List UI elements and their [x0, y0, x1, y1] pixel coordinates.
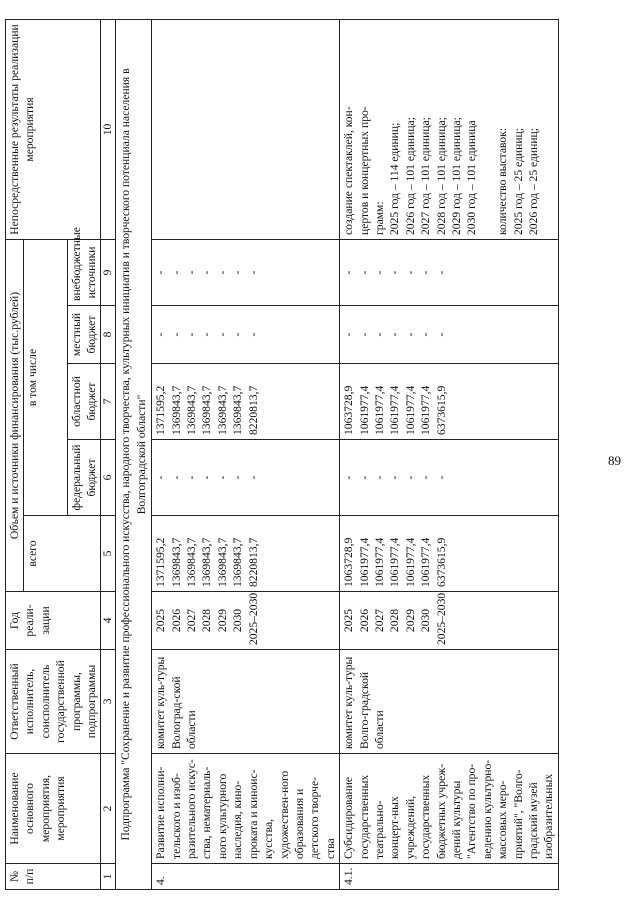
row-number: 4.	[152, 864, 340, 890]
cell-line: -	[342, 475, 356, 480]
results-cell	[152, 19, 340, 239]
cell-line: -	[154, 475, 168, 480]
cell-line: -	[434, 270, 448, 275]
cell-line: 2030	[419, 608, 433, 633]
cell-line: -	[388, 270, 402, 275]
cell-line: 1369843,7	[169, 385, 183, 435]
header-financing: Объем и источники финансирования (тыс.рублей)	[6, 239, 24, 591]
years-cell	[152, 592, 340, 650]
cell-line: -	[388, 475, 402, 480]
header-year: Год реали-зации	[6, 592, 101, 650]
col-number: 2	[101, 754, 116, 864]
header-total: всего	[24, 516, 101, 592]
header-regional: областной бюджет	[67, 364, 101, 440]
col-number: 4	[101, 592, 116, 650]
header-federal: федеральный бюджет	[67, 440, 101, 516]
cell-line: -	[154, 332, 168, 337]
subprogram-row	[116, 19, 152, 889]
cell-line: -	[342, 270, 356, 275]
col-number: 7	[101, 364, 116, 440]
col-number: 10	[101, 19, 116, 239]
cell-line: 2030	[231, 608, 245, 633]
page-number: 89	[608, 453, 621, 468]
cell-line: 8220813,7	[246, 537, 260, 587]
cell-line: 1369843,7	[185, 537, 199, 587]
cell-line: 1061977,4	[419, 385, 433, 435]
federal-cell	[340, 440, 559, 516]
external-cell	[340, 239, 559, 305]
years-cell	[340, 592, 559, 650]
cell-line: -	[434, 332, 448, 337]
cell-line: -	[372, 270, 386, 275]
executor: комитет куль-туры Волоград-ской области	[152, 650, 340, 754]
activity-name: Развитие исполни-тельского и изоб-разительного искус-ства, нематериаль-ного культурного наследия, кино-проката и киноис-кусства, художествен-ного образования и детского творче-ства	[152, 754, 340, 864]
header-num: № п/п	[6, 864, 101, 890]
header-row-1	[6, 19, 24, 889]
cell-line: -	[215, 270, 229, 275]
cell-line: 1061977,4	[403, 385, 417, 435]
cell-line: 2026 год – 101 единица;	[403, 117, 417, 235]
cell-line: 1063728,9	[342, 537, 356, 587]
cell-line: -	[403, 270, 417, 275]
cell-line: -	[246, 270, 260, 275]
col-number: 1	[101, 864, 116, 890]
header-local: местный бюджет	[67, 306, 101, 364]
cell-line: 2026 год – 25 единиц;	[527, 128, 540, 235]
cell-line: 1061977,4	[357, 385, 371, 435]
executor: комитет куль-туры Волго-градской области	[340, 650, 559, 754]
cell-line: -	[231, 475, 245, 480]
cell-line: 6373615,9	[434, 537, 448, 587]
cell-line: -	[169, 270, 183, 275]
cell-line: -	[185, 270, 199, 275]
cell-line: цертов и концертных про-	[357, 106, 371, 235]
header-results: Непосредственные результаты реализации мероприятия	[6, 19, 101, 239]
cell-line: 2025–2030	[246, 592, 260, 645]
cell-line: -	[169, 332, 183, 337]
cell-line: 1369843,7	[215, 385, 229, 435]
cell-line: 1369843,7	[185, 385, 199, 435]
cell-line: -	[231, 270, 245, 275]
cell-line: 1369843,7	[231, 537, 245, 587]
activity-name: Субсидирование государственных театрально-концерт-ных учреждений, государственных бюджетных учреж-дений культуры "Агентство по про-ведению культурно-массовых меро-приятий", "Волго-градский музей изобразительных	[340, 754, 559, 864]
cell-line: 2029	[403, 608, 417, 633]
cell-line: 2025	[154, 608, 168, 633]
cell-line: -	[372, 332, 386, 337]
column-numbers-row	[101, 19, 116, 889]
cell-line: -	[200, 475, 214, 480]
cell-line: 1061977,4	[403, 537, 417, 587]
cell-line: -	[169, 475, 183, 480]
cell-line: -	[185, 475, 199, 480]
cell-line: -	[246, 475, 260, 480]
total-cell	[340, 516, 559, 592]
cell-line: 2029 год – 101 единица;	[449, 117, 463, 235]
cell-line: -	[246, 332, 260, 337]
cell-line: 1061977,4	[372, 385, 386, 435]
cell-line: -	[419, 270, 433, 275]
cell-line: -	[419, 332, 433, 337]
cell-line: -	[357, 475, 371, 480]
cell-line: -	[403, 475, 417, 480]
cell-line: -	[357, 332, 371, 337]
cell-line: 2027 год – 101 единица;	[419, 117, 433, 235]
header-name: Наименование основного мероприятия, мероприятия	[6, 754, 101, 864]
cell-line: 2026	[169, 608, 183, 633]
cell-line: 2026	[357, 608, 371, 633]
cell-line: -	[372, 475, 386, 480]
col-number: 6	[101, 440, 116, 516]
cell-line: 2027	[185, 608, 199, 633]
cell-line: 1063728,9	[342, 385, 356, 435]
cell-line: -	[419, 475, 433, 480]
cell-line: 6373615,9	[434, 385, 448, 435]
cell-line: -	[185, 332, 199, 337]
external-cell	[152, 239, 340, 305]
cell-line: 1061977,4	[372, 537, 386, 587]
header-external: внебюджетные источники	[67, 239, 101, 305]
rotated-page	[5, 20, 635, 890]
cell-line: 2025–2030	[434, 592, 448, 645]
cell-line: 2028 год – 101 единица;	[434, 117, 448, 235]
cell-line: -	[388, 332, 402, 337]
cell-line: 1369843,7	[200, 537, 214, 587]
cell-line: 2028	[388, 608, 402, 633]
cell-line: -	[231, 332, 245, 337]
total-cell	[152, 516, 340, 592]
cell-line: 2025 год – 114 единиц;	[388, 122, 402, 235]
cell-line: 8220813,7	[246, 385, 260, 435]
cell-line: -	[154, 270, 168, 275]
table-row	[152, 19, 340, 889]
cell-line: 1369843,7	[231, 385, 245, 435]
cell-line: -	[403, 332, 417, 337]
cell-line: количество выставок:	[496, 127, 510, 235]
header-including: в том числе	[24, 239, 67, 515]
cell-line: -	[215, 475, 229, 480]
cell-line: 2025	[342, 608, 356, 633]
federal-cell	[152, 440, 340, 516]
cell-line: 1369843,7	[169, 537, 183, 587]
cell-line: 1061977,4	[419, 537, 433, 587]
program-table	[5, 19, 559, 890]
cell-line: 1061977,4	[388, 385, 402, 435]
col-number: 9	[101, 239, 116, 305]
subprogram-title: Подпрограмма "Сохранение и развитие профессионального искусства, народного творчества, культурных инициатив и творческого потенциала населения в Волгоградской области"	[116, 19, 152, 889]
local-cell	[152, 306, 340, 364]
cell-line: 2028	[200, 608, 214, 633]
regional-cell	[340, 364, 559, 440]
cell-line: 2027	[372, 608, 386, 633]
cell-line: 2030 год – 101 единица	[465, 120, 479, 235]
cell-line: грамм:	[372, 201, 386, 235]
cell-line: 2025 год – 25 единиц;	[511, 128, 525, 235]
local-cell	[340, 306, 559, 364]
col-number: 8	[101, 306, 116, 364]
cell-line: -	[200, 270, 214, 275]
cell-line: 1369843,7	[200, 385, 214, 435]
row-number: 4.1.	[340, 864, 559, 890]
results-cell	[340, 19, 559, 239]
cell-line: 1369843,7	[215, 537, 229, 587]
cell-line: 1061977,4	[388, 537, 402, 587]
cell-line	[480, 24, 495, 235]
cell-line: -	[342, 332, 356, 337]
cell-line: -	[434, 475, 448, 480]
header-executor: Ответственный исполнитель, соисполнитель государственной программы, подпрограммы	[6, 650, 101, 754]
cell-line: 1371595,2	[154, 537, 168, 587]
cell-line: -	[215, 332, 229, 337]
table-row	[340, 19, 559, 889]
cell-line: 1061977,4	[357, 537, 371, 587]
cell-line: -	[200, 332, 214, 337]
cell-line: создание спектаклей, кон-	[342, 106, 356, 235]
cell-line: -	[357, 270, 371, 275]
regional-cell	[152, 364, 340, 440]
col-number: 3	[101, 650, 116, 754]
cell-line: 1371595,2	[154, 385, 168, 435]
col-number: 5	[101, 516, 116, 592]
cell-line: 2029	[215, 608, 229, 633]
